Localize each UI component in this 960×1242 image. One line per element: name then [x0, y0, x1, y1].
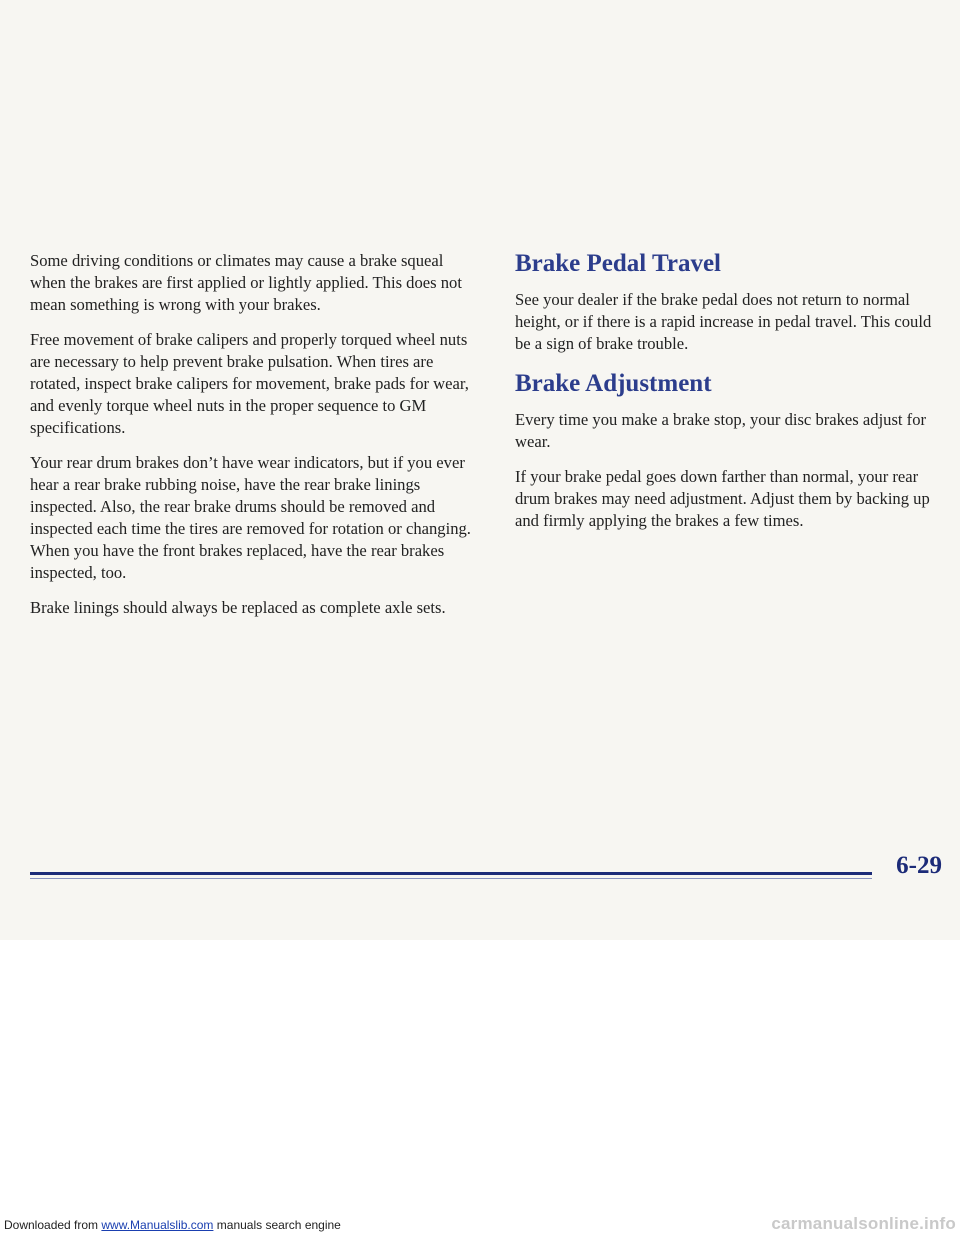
footer-rule-thick [30, 872, 872, 875]
watermark-text: carmanualsonline.info [771, 1214, 956, 1233]
manualslib-link[interactable]: www.Manualslib.com [101, 1218, 214, 1232]
paragraph-pedal-travel: See your dealer if the brake pedal does not return to normal height, or if there is a rapid increase in pedal travel. This could be a sign of brake trouble. [515, 290, 932, 353]
download-banner [4, 1218, 341, 1232]
right-column [515, 248, 935, 545]
paragraph-calipers: Free movement of brake calipers and properly torqued wheel nuts are necessary to help prevent brake pulsation. When tires are rotated, inspect brake calipers for movement, brake pads for wear, and evenly torque wheel nuts in the proper sequence to GM specifications. [30, 330, 469, 437]
left-column [30, 250, 480, 632]
heading-brake-adjustment: Brake Adjustment [515, 370, 712, 397]
banner-suffix: manuals search engine [213, 1218, 341, 1232]
banner-prefix: Downloaded from [4, 1218, 102, 1232]
heading-brake-pedal-travel: Brake Pedal Travel [515, 250, 721, 277]
paragraph-brake-squeal: Some driving conditions or climates may cause a brake squeal when the brakes are first applied or lightly applied. This does not mean something is wrong with your brakes. [30, 251, 462, 314]
footer-rule [30, 866, 872, 888]
paragraph-disc-adjust: Every time you make a brake stop, your disc brakes adjust for wear. [515, 410, 927, 451]
footer-rule-thin [30, 878, 872, 879]
page-number: 6-29 [896, 852, 942, 879]
paragraph-drum-adjust: If your brake pedal goes down farther than normal, your rear drum brakes may need adjustment. Adjust them by backing up and firmly applying the brakes a few times. [515, 467, 930, 530]
paragraph-linings: Brake linings should always be replaced as complete axle sets. [30, 598, 446, 617]
paragraph-rear-drum: Your rear drum brakes don’t have wear indicators, but if you ever hear a rear brake rubbing noise, have the rear brake linings inspected. Also, the rear brake drums should be removed and inspected each time the tires are removed for rotation or changing. When you have the front brakes replaced, have the rear brakes inspected, too. [30, 453, 471, 582]
